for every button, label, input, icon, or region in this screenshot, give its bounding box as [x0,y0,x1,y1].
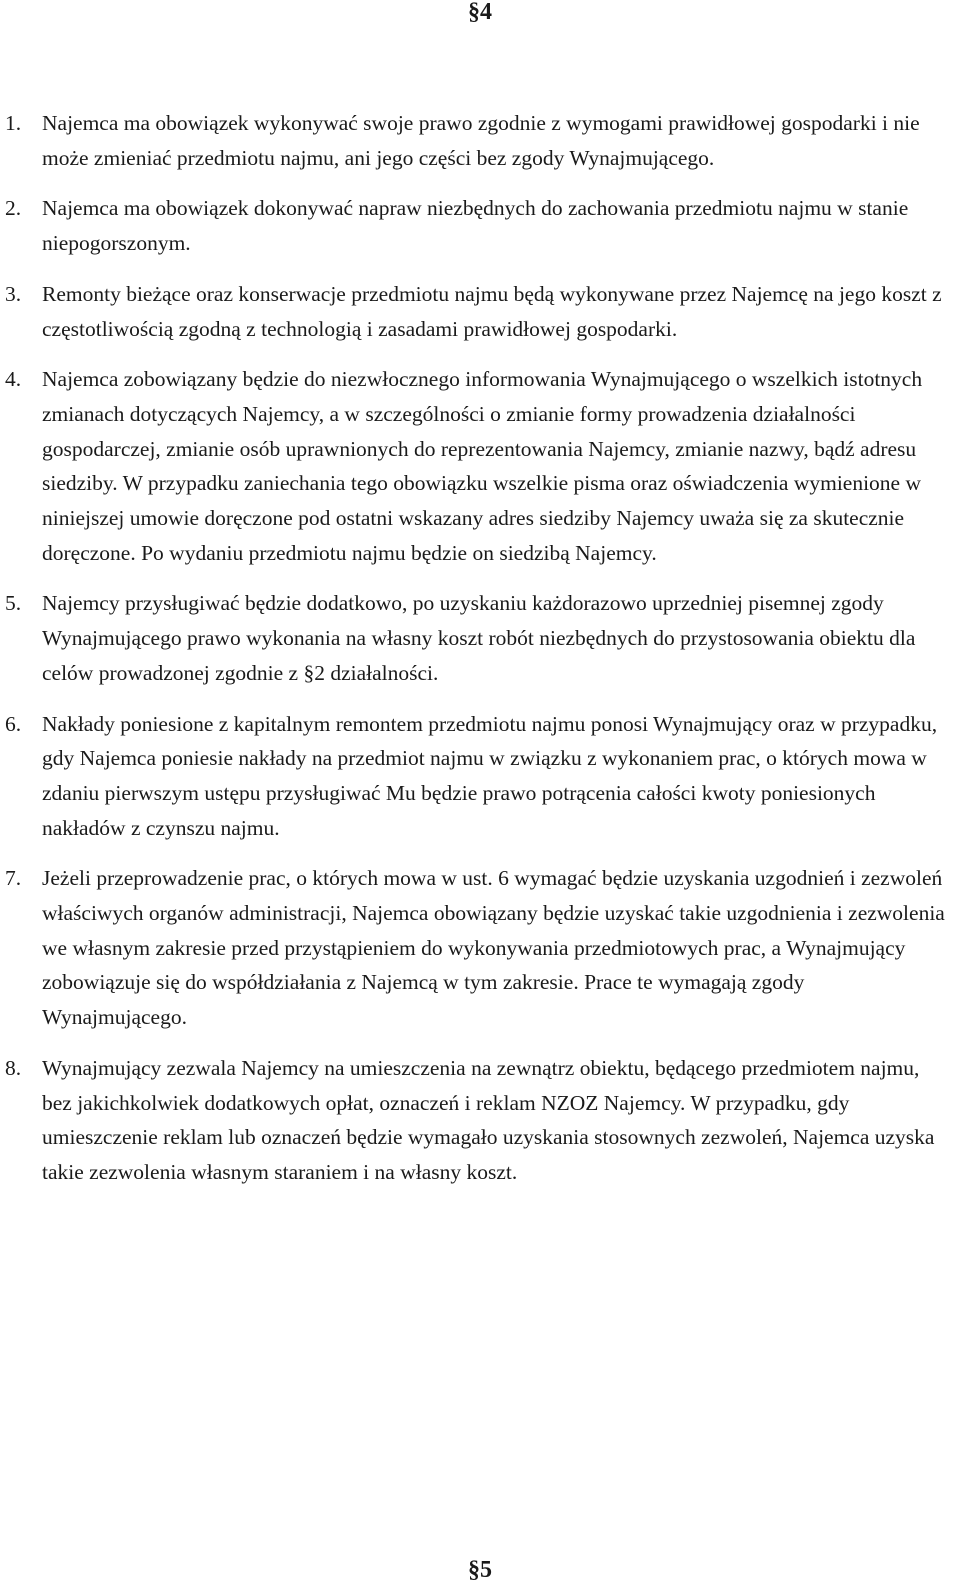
clause-text: Remonty bieżące oraz konserwacje przedmiotu najmu będą wykonywane przez Najemcę na jego koszt z częstotliwością zgodną z technologią i zasadami prawidłowej gospodarki. [42,281,942,341]
section-heading-4: §4 [468,0,492,25]
clause-number: 8. [5,1055,22,1080]
clause-number: 2. [5,196,22,221]
clause-number: 4. [5,367,22,392]
clause-text: Najemca zobowiązany będzie do niezwłocznego informowania Wynajmującego o wszelkich istotnych zmianach dotyczących Najemcy, a w szczególności o zmianie formy prowadzenia działalności gospodarczej, zmianie osób uprawnionych do reprezentowania Najemcy, zmianie nazwy, bądź adresu siedziby. W przypadku zaniechania tego obowiązku wszelkie pisma oraz oświadczenia wymienione w niniejszej umowie doręczone pod ostatni wskazany adres siedziby Najemcy uważa się za skutecznie doręczone. Po wydaniu przedmiotu najmu będzie on siedzibą Najemcy. [42,367,923,565]
clause-number: 6. [5,711,22,736]
clause-number: 1. [5,111,22,135]
clause-3 [0,277,950,346]
clause-1 [0,106,950,175]
clause-list [0,106,950,1206]
section-heading-5: §5 [468,1557,492,1583]
clause-number: 7. [5,866,22,891]
clause-text: Najemca ma obowiązek dokonywać napraw niezbędnych do zachowania przedmiotu najmu w stanie niepogorszonym. [42,196,909,256]
clause-7 [0,861,950,1035]
clause-2 [0,191,950,260]
clause-text: Nakłady poniesione z kapitalnym remontem przedmiotu najmu ponosi Wynajmujący oraz w przypadku, gdy Najemca poniesie nakłady na przedmiot najmu w związku z wykonaniem prac, o których mowa w zdaniu pierwszym ustępu przysługiwać Mu będzie prawo potrącenia całości kwoty poniesionych nakładów z czynszu najmu. [42,711,938,840]
clause-text: Wynajmujący zezwala Najemcy na umieszczenia na zewnątrz obiektu, będącego przedmiotem najmu, bez jakichkolwiek dodatkowych opłat, oznaczeń i reklam NZOZ Najemcy. W przypadku, gdy umieszczenie reklam lub oznaczeń będzie wymagało uzyskania stosownych zezwoleń, Najemca uzyska takie zezwolenia własnym staraniem i na własny koszt. [42,1055,935,1184]
clause-4 [0,362,950,570]
clause-8 [0,1051,950,1190]
clause-6 [0,707,950,846]
clause-text: Najemca ma obowiązek wykonywać swoje prawo zgodnie z wymogami prawidłowej gospodarki i nie może zmieniać przedmiotu najmu, ani jego części bez zgody Wynajmującego. [42,111,920,170]
clause-text: Najemcy przysługiwać będzie dodatkowo, po uzyskaniu każdorazowo uprzedniej pisemnej zgody Wynajmującego prawo wykonania na własny koszt robót niezbędnych do przystosowania obiektu dla celów prowadzonej zgodnie z §2 działalności. [42,591,916,685]
clause-text: Jeżeli przeprowadzenie prac, o których mowa w ust. 6 wymagać będzie uzyskania uzgodnień i zezwoleń właściwych organów administracji, Najemca obowiązany będzie uzyskać takie uzgodnienia i zezwolenia we własnym zakresie przed przystąpieniem do wykonywania przedmiotowych prac, a Wynajmujący zobowiązuje się do współdziałania z Najemcą w tym zakresie. Prace te wymagają zgody Wynajmującego. [42,866,945,1030]
clause-number: 5. [5,591,22,616]
clause-5 [0,586,950,690]
clause-number: 3. [5,281,22,306]
